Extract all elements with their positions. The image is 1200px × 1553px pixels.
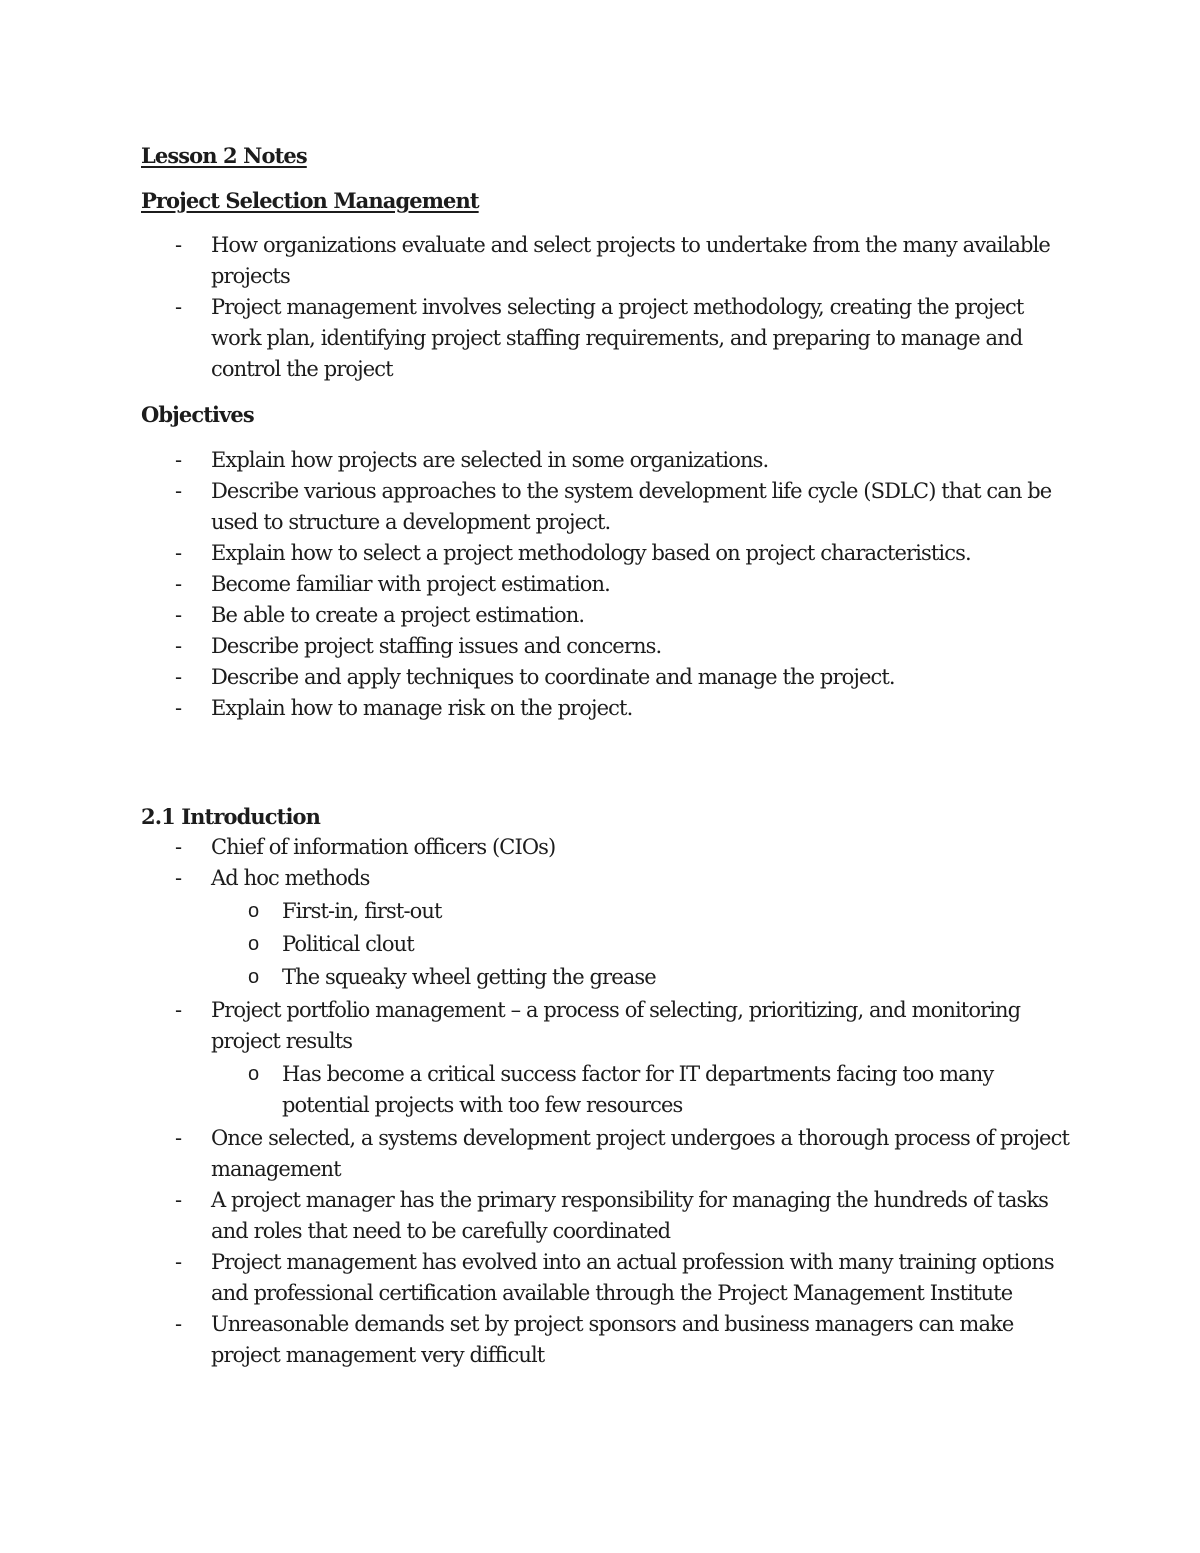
list-item-text: Describe and apply techniques to coordinate and manage the project. — [211, 665, 895, 689]
list-item-text: Ad hoc methods — [211, 866, 370, 890]
section-heading-objectives: Objectives — [141, 402, 254, 427]
list-item — [141, 995, 1071, 1121]
dash-bullet-icon: - — [175, 866, 182, 890]
dash-bullet-icon: - — [175, 665, 182, 689]
list-item — [141, 1185, 1071, 1247]
dash-bullet-icon: - — [175, 479, 182, 503]
dash-bullet-icon: - — [175, 835, 182, 859]
list-item-text: Describe project staffing issues and concerns. — [211, 634, 662, 658]
list-item-text: Explain how projects are selected in some organizations. — [211, 448, 769, 472]
sub-list-item-text: First-in, first-out — [282, 899, 442, 923]
list-item-text: Unreasonable demands set by project sponsors and business managers can make project management very difficult — [211, 1312, 1014, 1367]
sub-list-item-text: The squeaky wheel getting the grease — [282, 965, 656, 989]
list-item — [141, 693, 1071, 724]
list-item — [141, 662, 1071, 693]
dash-bullet-icon: - — [175, 1188, 182, 1212]
list-item-text: Describe various approaches to the system development life cycle (SDLC) that can be used to structure a development project. — [211, 479, 1052, 534]
list-item-text: A project manager has the primary responsibility for managing the hundreds of tasks and roles that need to be carefully coordinated — [211, 1188, 1049, 1243]
list-item — [141, 538, 1071, 569]
dash-bullet-icon: - — [175, 572, 182, 596]
dash-bullet-icon: - — [175, 448, 182, 472]
list-item-text: How organizations evaluate and select projects to undertake from the many available projects — [211, 233, 1050, 288]
sub-list-item-text: Has become a critical success factor for IT departments facing too many potential projects with too few resources — [282, 1062, 994, 1117]
dash-bullet-icon: - — [175, 1250, 182, 1274]
section-list-objectives — [141, 445, 1071, 724]
sub-list-item — [211, 929, 1071, 960]
page-title: Lesson 2 Notes — [141, 143, 307, 168]
list-item — [141, 1309, 1071, 1371]
dash-bullet-icon: - — [175, 634, 182, 658]
list-item-text: Explain how to select a project methodology based on project characteristics. — [211, 541, 971, 565]
list-item-text: Be able to create a project estimation. — [211, 603, 585, 627]
document-body — [141, 140, 1071, 1371]
dash-bullet-icon: - — [175, 295, 182, 319]
list-item — [141, 445, 1071, 476]
list-item-text: Explain how to manage risk on the project. — [211, 696, 633, 720]
sub-list-item — [211, 962, 1071, 993]
list-item-text: Once selected, a systems development project undergoes a thorough process of project management — [211, 1126, 1069, 1181]
list-item — [141, 863, 1071, 993]
section-list-project-selection-management — [141, 230, 1071, 385]
list-item — [141, 569, 1071, 600]
dash-bullet-icon: - — [175, 1312, 182, 1336]
list-item-text: Chief of information officers (CIOs) — [211, 835, 556, 859]
sub-list-item-text: Political clout — [282, 932, 414, 956]
dash-bullet-icon: - — [175, 1126, 182, 1150]
list-item — [141, 476, 1071, 538]
dash-bullet-icon: - — [175, 233, 182, 257]
list-item — [141, 230, 1071, 292]
list-item — [141, 832, 1071, 863]
dash-bullet-icon: - — [175, 696, 182, 720]
dash-bullet-icon: - — [175, 541, 182, 565]
list-item — [141, 631, 1071, 662]
sub-list — [211, 896, 1071, 993]
circle-bullet-icon: o — [248, 900, 259, 922]
sub-list-item — [211, 1059, 1071, 1121]
circle-bullet-icon: o — [248, 966, 259, 988]
list-item — [141, 1247, 1071, 1309]
circle-bullet-icon: o — [248, 1063, 259, 1085]
section-heading-project-selection-management: Project Selection Management — [141, 188, 479, 213]
section-heading-introduction: 2.1 Introduction — [141, 804, 320, 829]
list-item-text: Project management has evolved into an actual profession with many training options and professional certification available through the Project Management Institute — [211, 1250, 1054, 1305]
section-list-introduction — [141, 832, 1071, 1371]
sub-list — [211, 1059, 1071, 1121]
list-item — [141, 1123, 1071, 1185]
dash-bullet-icon: - — [175, 998, 182, 1022]
circle-bullet-icon: o — [248, 933, 259, 955]
list-item-text: Project portfolio management – a process of selecting, prioritizing, and monitoring project results — [211, 998, 1021, 1053]
dash-bullet-icon: - — [175, 603, 182, 627]
list-item-text: Project management involves selecting a project methodology, creating the project work plan, identifying project staffing requirements, and preparing to manage and control the project — [211, 295, 1024, 381]
sub-list-item — [211, 896, 1071, 927]
list-item — [141, 600, 1071, 631]
list-item-text: Become familiar with project estimation. — [211, 572, 610, 596]
list-item — [141, 292, 1071, 385]
